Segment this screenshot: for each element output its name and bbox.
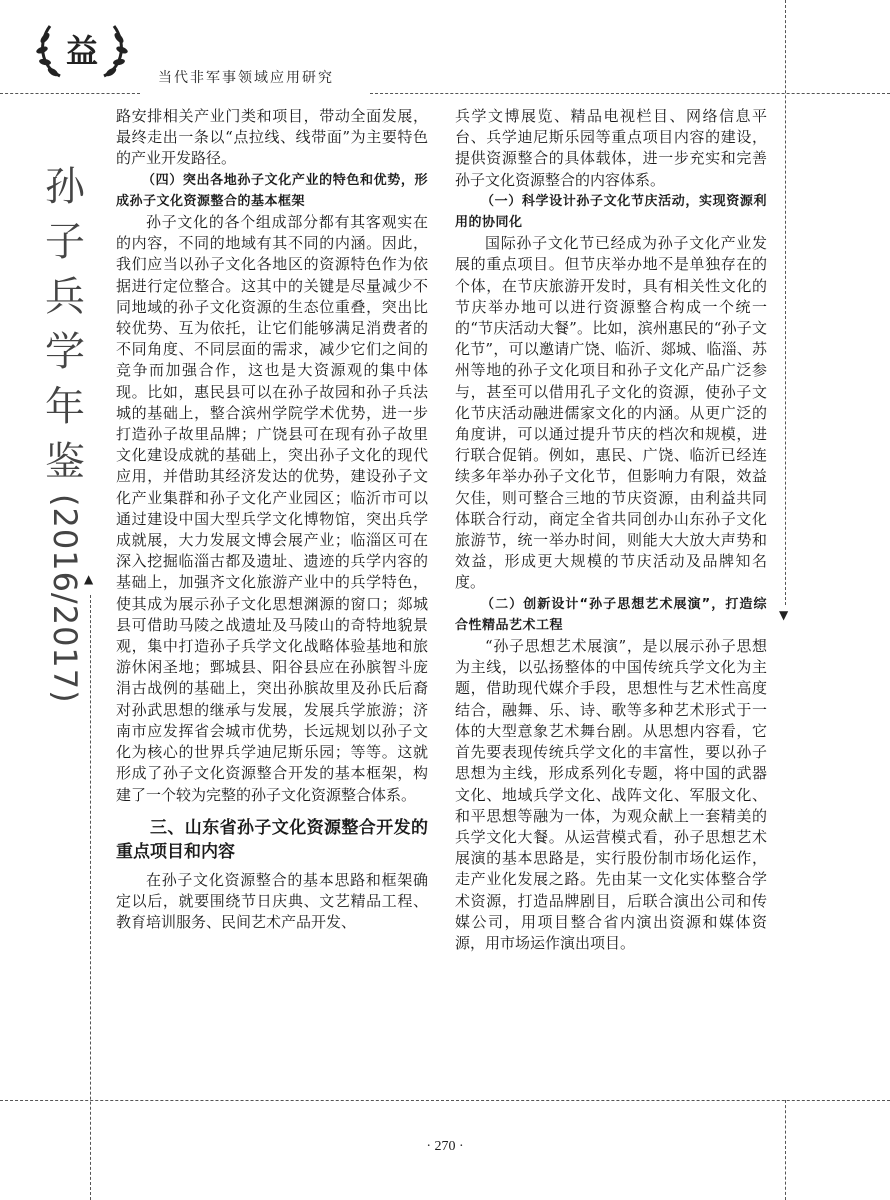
svg-text:益: 益	[65, 32, 99, 70]
page-number: · 270 ·	[426, 1139, 464, 1154]
right-margin-rule-top	[785, 0, 786, 605]
subheading: （二）创新设计“孙子思想艺术展演”，打造综合性精品艺术工程	[455, 596, 767, 633]
header-rule-right	[370, 93, 890, 94]
laurel-wreath-logo-icon	[30, 20, 134, 82]
paragraph: 孙子文化的各个组成部分都有其客观实在的内容，不同的地域有其不同的内涵。因此，我们应当以孙子文化各地区的资源特色作为依据进行定位整合。这其中的关键是尽量减少不同地域的孙子文化资源的生态位重叠，突出比较优势、互为依托，让它们能够满足消费者的不同角度、不同层面的需求，减少它们之间的竞争而加强合作，这也是大资源观的集中体现。比如，惠民县可以在孙子故园和孙子兵法城的基础上，整合滨州学院学术优势，进一步打造孙子故里品牌；广饶县可在现有孙子故里文化建设成就的基础上，突出孙子文化的现代应用，并借助其经济发达的优势，建设孙子文化产业集群和孙子文化产业园区；临沂市可以通过建设中国大型兵学文化博物馆，突出兵学成就展，大力发展文博会展产业；临淄区可在深入挖掘临淄古都及遗址、遗迹的兵学内容的基础上，加强齐文化旅游产业中的兵学特色，使其成为展示孙子文化思想渊源的窗口；郯城县可借助马陵之战遗址及马陵山的奇特地貌景观，集中打造孙子兵学文化战略体验基地和旅游休闲圣地；鄄城县、阳谷县应在孙膑智斗庞涓古战例的基础上，突出孙膑故里及孙氏后裔对孙武思想的继承与发展，发展兵学旅游；济南市应发挥省会城市优势，长远规划以孙子文化为核心的世界兵学迪尼斯乐园；等等。这就形成了孙子文化资源整合开发的基本框架，构建了一个较为完整的孙子文化资源整合体系。	[116, 213, 428, 804]
subheading: （四）突出各地孙子文化产业的特色和优势，形成孙子文化资源整合的基本框架	[116, 172, 428, 209]
side-title-char: 孙	[45, 164, 85, 210]
paragraph: 在孙子文化资源整合的基本思路和框架确定以后，就要围绕节日庆典、文艺精品工程、教育培训服务、民间艺术产品开发、	[116, 870, 428, 932]
side-title-char: 兵	[45, 274, 85, 320]
side-title-char: 子	[45, 219, 85, 265]
side-title-char: 学	[45, 329, 85, 375]
right-column	[455, 106, 767, 954]
paragraph: 兵学文博展览、精品电视栏目、网络信息平台、兵学迪尼斯乐园等重点项目内容的建设，提供资源整合的具体载体，进一步充实和完善孙子文化资源整合的内容体系。	[455, 107, 767, 189]
side-title-year: (2016/2017)	[46, 494, 84, 704]
side-book-title	[42, 160, 88, 704]
paragraph: “孙子思想艺术展演”，是以展示孙子思想为主线，以弘扬整体的中国传统兵学文化为主题，借助现代媒介手段，思想性与艺术性高度结合，融舞、乐、诗、歌等多种艺术形式于一体的大型意象艺术舞台剧。从思想内容看，它首先要表现传统兵学文化的丰富性，要以孙子思想为主线，形成系列化专题，将中国的武器文化、地域兵学文化、战阵文化、军服文化、和平思想等融为一体，为观众献上一套精美的兵学文化大餐。从运营模式看，孙子思想艺术展演的基本思路是，实行股份制市场化运作，走产业化发展之路。先由某一文化实体整合学术资源，打造品牌剧目，后联合演出公司和传媒公司，用项目整合省内演出资源和媒体资源，用市场运作演出项目。	[455, 637, 767, 952]
paragraph: 国际孙子文化节已经成为孙子文化产业发展的重点项目。但节庆举办地不是单独存在的个体，在节庆旅游开发时，具有相关性文化的节庆举办地可以进行资源整合构成一个统一的“节庆活动大餐”。比如，滨州惠民的“孙子文化节”，可以邀请广饶、临沂、郯城、临淄、苏州等地的孙子文化项目和孙子文化产品广泛参与，甚至可以借用孔子文化的资源，使孙子文化节庆活动融进儒家文化的内涵。从更广泛的角度讲，可以通过提升节庆的档次和规模，进行联合促销。例如，惠民、广饶、临沂已经连续多年举办孙子文化节，但影响力有限，效益欠佳，则可整合三地的节庆资源，由利益共同体联合行动，商定全省共同创办山东孙子文化旅游节，统一举办时间，则能大大放大声势和效益，形成更大规模的节庆活动及品牌知名度。	[455, 234, 767, 592]
left-column	[116, 106, 428, 933]
down-arrow-icon: ▼	[779, 608, 789, 622]
section-heading: 三、山东省孙子文化资源整合开发的重点项目和内容	[116, 817, 428, 862]
subheading: （一）科学设计孙子文化节庆活动，实现资源利用的协同化	[455, 193, 767, 231]
side-title-char: 年	[45, 384, 85, 430]
side-title-char: 鉴	[45, 439, 85, 485]
footer-rule	[0, 1100, 890, 1101]
running-title: 当代非军事领域应用研究	[158, 70, 334, 86]
paragraph: 路安排相关产业门类和项目，带动全面发展，最终走出一条以“点拉线、线带面”为主要特色的产业开发路径。	[116, 107, 428, 168]
up-arrow-icon: ▲	[84, 572, 94, 586]
left-margin-rule-bottom	[90, 595, 91, 1200]
header-rule-left	[0, 93, 140, 94]
